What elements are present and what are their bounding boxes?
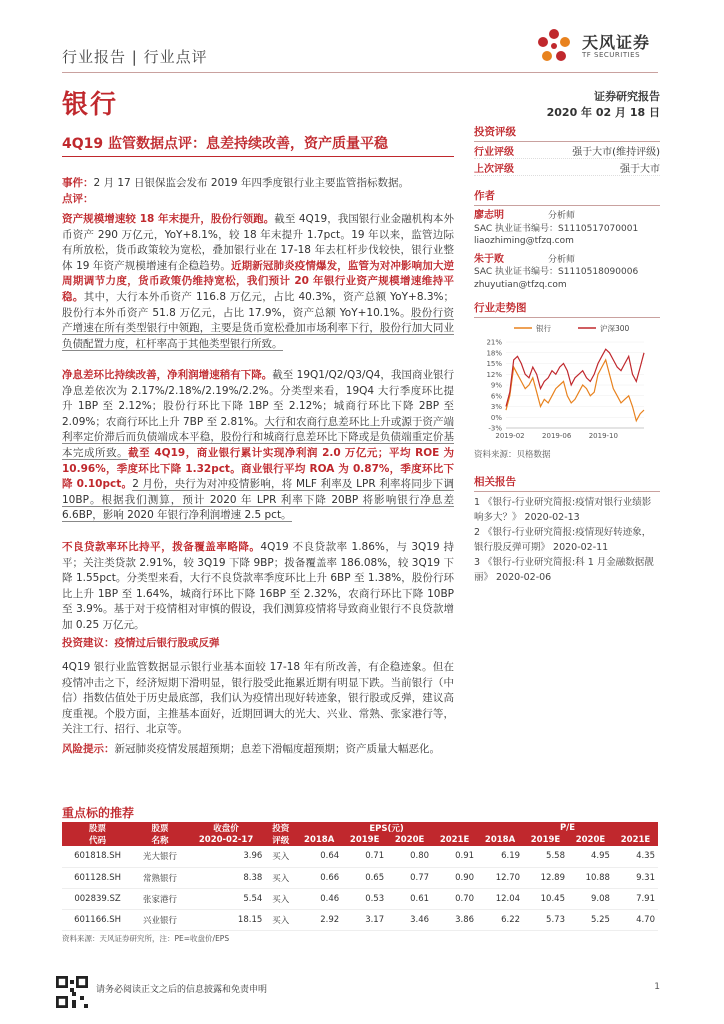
table-cell: 买入 [265, 888, 296, 909]
table-cell: 买入 [265, 867, 296, 888]
analyst-cert: SAC 执业证书编号：S1110518090006 [474, 267, 639, 277]
x-tick-label: 2019-10 [588, 432, 618, 440]
logo-name: 天风证券 [582, 33, 651, 52]
table-cell: 5.73 [523, 909, 568, 930]
report-type: 行业报告 | 行业点评 [62, 48, 208, 66]
table-cell: 光大银行 [133, 846, 187, 867]
th-sub: 2020-02-17 [187, 834, 265, 846]
table-cell: 5.54 [187, 888, 265, 909]
analyst-role: 分析师 [548, 211, 576, 221]
table-cell: 5.25 [568, 909, 613, 930]
th-sub: 2018A [477, 834, 523, 846]
table-cell: 5.58 [523, 846, 568, 867]
y-tick-label: 3% [490, 403, 502, 411]
rating-value: 强于大市(维持评级) [572, 146, 660, 158]
table-row [62, 867, 658, 888]
risk-label: 风险提示： [62, 743, 115, 755]
table-note: 资料来源：天风证券研究所，注：PE=收盘价/EPS [62, 934, 230, 943]
para-nim-text: 截至 19Q1/Q2/Q3/Q4，我国商业银行净息差依次为 2.17%/2.18%/2.19%/2.2%。分类型来看，19Q4 大行季度环比提升 1BP 至 2.12%；股份行环比下降 1BP 至 2.12%；城商行环比下降 2BP 至 2.09%；农商行环比上升 7BP 至 2.81%。 [62, 369, 455, 428]
para-npl-text: 4Q19 不良贷款率 1.86%，与 3Q19 持平；关注类贷款 2.91%，较 3Q19 下降 9BP；拨备覆盖率 186.08%，较 3Q19 下降 1.55pct。分类型来看，大行不良贷款率季度环比上升 6BP 至 1.38%，股份行环比上升 1BP 至 1.64%，城商行环比下降 16BP 至 2.32%，农商行环比下降 10BP 至 3.9%。基于对于疫情相对审慎的假设，我们测算疫情将导致商业银行不良贷款增加 0.25 万亿元。 [62, 541, 454, 631]
y-tick-label: 9% [490, 381, 502, 390]
table-cell: 10.45 [523, 888, 568, 909]
table-cell: 2.92 [296, 909, 342, 930]
table-cell: 0.53 [342, 888, 387, 909]
author-header: 作者 [474, 188, 660, 206]
para-nim-underline2: 2 月份，央行为对冲疫情影响，将 MLF 利率及 LPR 利率将同步下调 10BP。根据我们测算，预计 2020 年 LPR 利率下降 20BP 将影响银行净息差 6.6BP，影响 2020 年银行净利润增速 2.5 pct。 [62, 478, 454, 522]
related-report[interactable]: 3 《银行-行业研究简报:科 1 月金融数据靓丽》 2020-02-06 [474, 557, 654, 583]
trend-source: 资料来源：贝格数据 [474, 450, 551, 460]
y-tick-label: 6% [490, 392, 502, 401]
legend-label: 银行 [536, 324, 551, 333]
logo-en: TF SECURITIES [582, 51, 641, 59]
table-cell: 0.61 [387, 888, 432, 909]
y-tick-label: 0% [490, 413, 502, 422]
analyst-role: 分析师 [548, 254, 576, 265]
th-sub: 2020E [387, 834, 432, 846]
th-sub: 2019E [523, 834, 568, 846]
para-nim-head: 净息差环比持续改善，净利润增速稍有下降。 [62, 369, 273, 381]
table-cell: 6.19 [477, 846, 523, 867]
analyst-card [474, 210, 660, 248]
series-line [506, 349, 644, 406]
related-report[interactable]: 2 《银行-行业研究简报:疫情现好转迹象，银行股反弹可期》 2020-02-11 [474, 527, 652, 553]
table-row [62, 888, 658, 909]
table-cell: 3.86 [432, 909, 477, 930]
rating-key: 上次评级 [474, 163, 514, 175]
para-nim [62, 368, 454, 524]
rating-row [474, 159, 660, 176]
table-cell: 601818.SH [62, 846, 133, 867]
research-type: 证券研究报告 [594, 90, 660, 103]
series-line [506, 360, 644, 421]
th-sub: 2020E [568, 834, 613, 846]
related-report[interactable]: 1 《银行-行业研究简报:疫情对银行业绩影响多大？》 2020-02-13 [474, 497, 652, 523]
analyst-name: 廖志明 [474, 210, 504, 221]
analyst-name: 朱于败 [474, 253, 504, 265]
trend-section [474, 300, 660, 318]
para-assets-head: 资产规模增速较 18 年末提升，股份行领跑。 [62, 213, 275, 225]
th-rating: 投资 [265, 822, 296, 834]
para-nim-underline: 大行和农商行息差环比上升或源于资产端利率定价滞后而负债端成本平稳，股份行和城商行息差环比下降或是负债端重定价基本完成所致。 [62, 415, 454, 459]
event-block [62, 176, 454, 207]
table-cell: 6.22 [477, 909, 523, 930]
comment-label: 点评： [62, 192, 94, 205]
table-cell: 0.70 [432, 888, 477, 909]
table-cell: 18.15 [187, 909, 265, 930]
event-text: 2 月 17 日银保监会发布 2019 年四季度银行业主要监管指标数据。 [93, 177, 409, 189]
rating-key: 行业评级 [474, 146, 514, 158]
table-cell: 10.88 [568, 867, 613, 888]
related-header: 相关报告 [474, 474, 660, 492]
th-code: 股票 [62, 822, 133, 834]
table-cell: 601166.SH [62, 909, 133, 930]
th-sub: 2021E [432, 834, 477, 846]
table-cell: 9.08 [568, 888, 613, 909]
th-pe: P/E [477, 822, 658, 834]
table-cell: 0.91 [432, 846, 477, 867]
table-cell: 0.90 [432, 867, 477, 888]
rating-header: 投资评级 [474, 124, 660, 142]
table-cell: 9.31 [613, 867, 658, 888]
table-cell: 4.70 [613, 909, 658, 930]
th-sub: 代码 [62, 834, 133, 846]
para-assets-underline: 股份行资产增速在所有类型银行中领跑，主要是货币宽松叠加市场利率下行，股份行加大同业负债配置力度，杠杆率高于其他类型银行所致。 [62, 306, 454, 350]
page-number: 1 [654, 982, 660, 992]
th-price: 收盘价 [187, 822, 265, 834]
table-cell: 0.80 [387, 846, 432, 867]
table-cell: 3.46 [387, 909, 432, 930]
rating-value: 强于大市 [620, 163, 660, 175]
table-cell: 12.04 [477, 888, 523, 909]
para-assets-text: 截至 4Q19，我国银行业金融机构本外币资产 290 万亿元，YoY+8.1%，较 18 年末提升 1.7pct。19 年以来，监管边际有所放松，货币政策较为宽松，叠加银行业在 17-18 年去杠杆步伐较快，银行业整体 19 年资产规模增速有企稳趋势。 [62, 213, 454, 272]
event-label: 事件： [62, 177, 94, 189]
risk-text: 新冠肺炎疫情发展超预期；息差下滑幅度超预期；资产质量大幅恶化。 [114, 743, 440, 755]
para-nim-bold: 截至 4Q19，商业银行累计实现净利润 2.0 万亿元；平均 ROE 为 10.96%，季度环比下降 1.32pct。商业银行平均 ROA 为 0.87%，季度环比下降 0.10pct。 [62, 446, 455, 491]
table-row [62, 846, 658, 867]
para-assets-bold: 近期新冠肺炎疫情爆发，监管为对冲影响加大逆周期调节力度，货币政策仍维持宽松，我们预计 20 年银行业资产规模增速维持平稳。 [62, 259, 454, 303]
stock-table [62, 822, 658, 931]
table-cell: 0.64 [296, 846, 342, 867]
th-name: 股票 [133, 822, 187, 834]
y-tick-label: 15% [486, 360, 502, 368]
analyst-email[interactable]: zhuyutian@tfzq.com [474, 279, 567, 290]
y-tick-label: 18% [486, 349, 502, 358]
table-cell: 3.96 [187, 846, 265, 867]
rating-row [474, 142, 660, 159]
qr-code-icon [56, 976, 88, 1008]
th-sub: 评级 [265, 834, 296, 846]
para-assets-text2: 其中，大行本外币资产 116.8 万亿元，占比 40.3%，资产总额 YoY+8.3%；股份行本外币资产 51.8 万亿元，占比 17.9%，资产总额 YoY+10.1%。 [62, 290, 454, 319]
table-title: 重点标的推荐 [62, 806, 135, 820]
table-cell: 兴业银行 [133, 909, 187, 930]
y-tick-label: 21% [486, 338, 502, 347]
x-tick-label: 2019-06 [542, 432, 572, 440]
table-cell: 常熟银行 [133, 867, 187, 888]
th-sub: 2018A [296, 834, 342, 846]
advice-title: 投资建议：疫情过后银行股或反弹 [62, 637, 220, 649]
th-sub: 2019E [342, 834, 387, 846]
th-sub: 2021E [613, 834, 658, 846]
legend-label: 沪深300 [600, 324, 630, 333]
table-cell: 002839.SZ [62, 888, 133, 909]
advice-head [62, 636, 454, 652]
para-assets [62, 212, 454, 352]
x-tick-label: 2019-02 [495, 432, 525, 440]
table-cell: 7.91 [613, 888, 658, 909]
table-cell: 0.77 [387, 867, 432, 888]
table-row [62, 909, 658, 930]
analyst-email[interactable]: liaozhiming@tfzq.com [474, 236, 574, 246]
header-divider [62, 72, 658, 73]
table-cell: 0.66 [296, 867, 342, 888]
table-cell: 12.70 [477, 867, 523, 888]
table-header-row [62, 834, 658, 846]
author-section [474, 188, 660, 291]
para-npl [62, 540, 454, 634]
table-cell: 0.65 [342, 867, 387, 888]
related-section [474, 474, 660, 585]
table-cell: 8.38 [187, 867, 265, 888]
rating-section [474, 124, 660, 176]
table-cell: 12.89 [523, 867, 568, 888]
trend-header: 行业走势图 [474, 300, 660, 318]
industry-title: 银行 [62, 90, 119, 120]
advice-text: 4Q19 银行业监管数据显示银行业基本面较 17-18 年有所改善，有企稳迹象。但在疫情冲击之下，经济短期下滑明显，银行股受此拖累近期有明显下跌。当前银行（中信）指数估值处于历史最底部，我们认为疫情出现好转迹象，银行股或反弹，建议高度重视。个股方面，主推基本面好，近期回调大的光大、兴业、常熟、张家港行等，关注工行、招行、北京等。 [62, 661, 454, 736]
table-cell: 4.35 [613, 846, 658, 867]
table-cell: 4.95 [568, 846, 613, 867]
th-eps: EPS(元) [296, 822, 477, 834]
report-date: 2020 年 02 月 18 日 [546, 106, 660, 119]
risk-block [62, 742, 454, 758]
report-title: 4Q19 监管数据点评：息差持续改善，资产质量平稳 [62, 136, 454, 157]
th-sub: 名称 [133, 834, 187, 846]
table-cell: 张家港行 [133, 888, 187, 909]
table-cell: 买入 [265, 909, 296, 930]
y-tick-label: 12% [486, 370, 502, 379]
para-npl-head: 不良贷款率环比持平，拨备覆盖率略降。 [62, 541, 261, 553]
table-header-row [62, 822, 658, 834]
analyst-card [474, 254, 660, 292]
table-cell: 3.17 [342, 909, 387, 930]
table-cell: 0.46 [296, 888, 342, 909]
analyst-cert: SAC 执业证书编号：S1110517070001 [474, 223, 639, 234]
trend-chart [474, 318, 660, 442]
table-cell: 0.71 [342, 846, 387, 867]
table-cell: 买入 [265, 846, 296, 867]
y-tick-label: -3% [488, 424, 502, 433]
footer-disclaimer: 请务必阅读正文之后的信息披露和免责申明 [96, 985, 268, 995]
table-cell: 601128.SH [62, 867, 133, 888]
